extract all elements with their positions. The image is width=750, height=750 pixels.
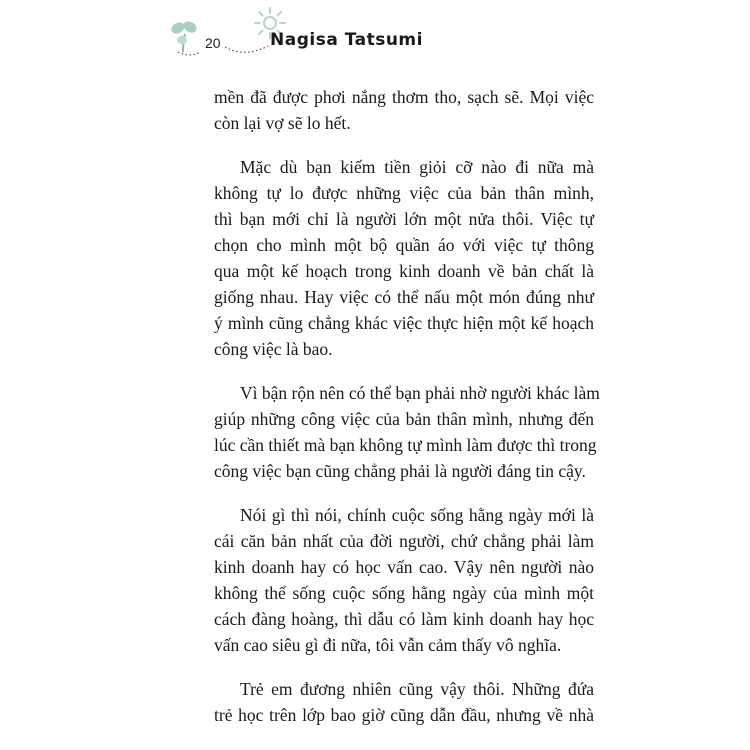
paragraph-gap [214, 658, 594, 676]
paragraph [214, 676, 594, 728]
text-line: cái căn bản nhất của đời người, chứ chẳng phải làm [214, 531, 594, 551]
text-line: kinh doanh hay có học vấn cao. Vậy nên người nào [214, 557, 594, 577]
text-line: qua một kế hoạch trong kinh doanh về bản chất là [214, 261, 594, 281]
text-line: Nói gì thì nói, chính cuộc sống hằng ngày mới là [240, 505, 594, 525]
leaf-icon [170, 18, 200, 54]
page-header [0, 0, 750, 80]
text-line: không thể sống cuộc sống hằng ngày của mình một [214, 583, 594, 603]
paragraph-gap [214, 484, 594, 502]
body-text [214, 84, 600, 728]
text-line: công việc bạn cũng chẳng phải là người đáng tin cậy. [214, 461, 586, 481]
paragraph [214, 84, 594, 136]
paragraph-gap [214, 362, 594, 380]
paragraph [214, 154, 594, 362]
text-line: thì bạn mới chỉ là người lớn một nửa thôi. Việc tự [214, 209, 594, 229]
text-line: còn lại vợ sẽ lo hết. [214, 113, 351, 133]
author-name: Nagisa Tatsumi [270, 30, 423, 50]
text-line: trẻ học trên lớp bao giờ cũng dẫn đầu, nhưng về nhà [214, 705, 594, 725]
text-line: mền đã được phơi nắng thơm tho, sạch sẽ. Mọi việc [214, 87, 594, 107]
text-line: cách đàng hoàng, thì dẫu có làm kinh doanh hay học [214, 609, 594, 629]
text-line: Mặc dù bạn kiếm tiền giỏi cỡ nào đi nữa mà [240, 157, 594, 177]
paragraph [214, 502, 594, 658]
text-line: giống nhau. Hay việc có thể nấu một món đúng như [214, 287, 594, 307]
text-line: giúp những công việc của bản thân mình, nhưng đến [214, 409, 594, 429]
page-number: 20 [205, 35, 221, 51]
paragraph-gap [214, 136, 594, 154]
text-line: lúc cần thiết mà bạn không tự mình làm được thì trong [214, 435, 597, 455]
text-line: vấn cao siêu gì đi nữa, tôi vẫn cảm thấy vô nghĩa. [214, 635, 562, 655]
text-line: không tự lo được những việc của bản thân mình, [214, 183, 594, 203]
text-line: Trẻ em đương nhiên cũng vậy thôi. Những đứa [240, 679, 594, 699]
text-line: ý mình cũng chẳng khác việc thực hiện một kế hoạch [214, 313, 594, 333]
paragraph [214, 380, 600, 484]
text-line: chọn cho mình một bộ quần áo với việc tự thông [214, 235, 594, 255]
text-line: Vì bận rộn nên có thể bạn phải nhờ người khác làm [240, 383, 600, 403]
text-line: công việc là bao. [214, 339, 333, 359]
